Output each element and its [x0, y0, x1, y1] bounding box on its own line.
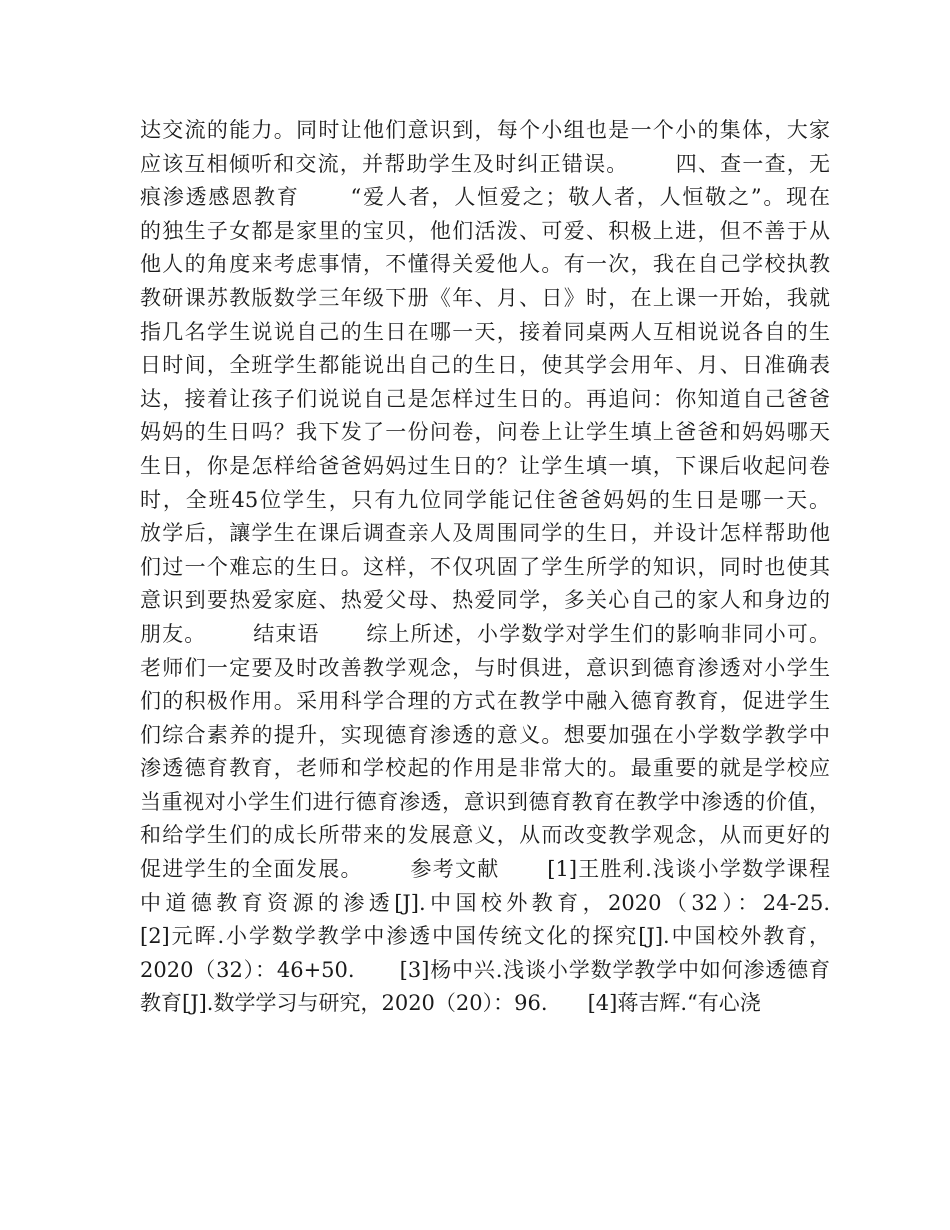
text-line: 渗透德育教育，老师和学校起的作用是非常大的。最重要的就是学校应: [140, 756, 830, 781]
text-line: 促进学生的全面发展。 参考文献 [1]王胜利.浅谈小学数学课程: [140, 857, 830, 882]
text-line: 时，全班45位学生，只有九位同学能记住爸爸妈妈的生日是哪一天。: [140, 487, 830, 512]
text-line: 们过一个难忘的生日。这样，不仅巩固了学生所学的知识，同时也使其: [140, 554, 830, 579]
text-line: 妈妈的生日吗？我下发了一份问卷，问卷上让学生填上爸爸和妈妈哪天: [140, 420, 830, 445]
text-line: 老师们一定要及时改善教学观念，与时俱进，意识到德育渗透对小学生: [140, 655, 830, 680]
text-line: 的独生子女都是家里的宝贝，他们活泼、可爱、积极上进，但不善于从: [140, 218, 830, 243]
text-line: 达交流的能力。同时让他们意识到，每个小组也是一个小的集体，大家: [140, 118, 830, 142]
text-line: 当重视对小学生们进行德育渗透，意识到德育教育在教学中渗透的价值，: [140, 789, 830, 814]
text-line: 他人的角度来考虑事情，不懂得关爱他人。有一次，我在自己学校执教: [140, 252, 830, 277]
text-line: 达，接着让孩子们说说自己是怎样过生日的。再追问：你知道自己爸爸: [140, 386, 830, 411]
text-line: 意识到要热爱家庭、热爱父母、热爱同学，多关心自己的家人和身边的: [140, 588, 830, 613]
text-line: 们综合素养的提升，实现德育渗透的意义。想要加强在小学数学教学中: [140, 722, 830, 747]
text-line: [2]元晖.小学数学教学中渗透中国传统文化的探究[J].中国校外教育，: [140, 924, 830, 949]
text-line: 朋友。 结束语 综上所述，小学数学对学生们的影响非同小可。: [140, 621, 830, 646]
text-line: 痕渗透感恩教育 “爱人者，人恒爱之；敬人者，人恒敬之”。现在: [140, 185, 830, 210]
text-line: 们的积极作用。采用科学合理的方式在教学中融入德育教育，促进学生: [140, 689, 830, 714]
text-line: 日时间，全班学生都能说出自己的生日，使其学会用年、月、日准确表: [140, 353, 830, 378]
text-line: 和给学生们的成长所带来的发展意义，从而改变教学观念，从而更好的: [140, 823, 830, 848]
text-line: 教育[J].数学学习与研究，2020（20）：96. [4]蒋吉辉.“有心浇: [140, 991, 761, 1016]
text-line: 放学后，讓学生在课后调查亲人及周围同学的生日，并设计怎样帮助他: [140, 521, 830, 546]
text-line: 教研课苏教版数学三年级下册《年、月、日》时，在上课一开始，我就: [140, 285, 830, 310]
text-line: 2020（32）：46+50. [3]杨中兴.浅谈小学数学教学中如何渗透德育: [140, 957, 830, 982]
body-text: [140, 114, 830, 1021]
text-line: 指几名学生说说自己的生日在哪一天，接着同桌两人互相说说各自的生: [140, 319, 830, 344]
text-line: 中道德教育资源的渗透[J].中国校外教育，2020（32）：24-25.: [140, 890, 830, 915]
text-line: 生日，你是怎样给爸爸妈妈过生日的？让学生填一填，下课后收起问卷: [140, 453, 830, 478]
text-line: 应该互相倾听和交流，并帮助学生及时纠正错误。 四、查一查，无: [140, 151, 830, 176]
